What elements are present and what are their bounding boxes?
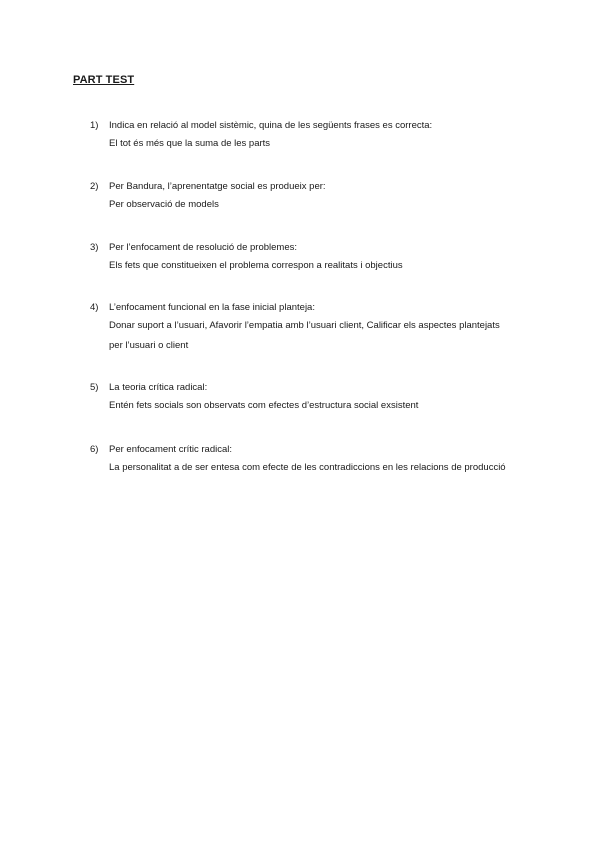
answer-line: Donar suport a l’usuari, Afavorir l’empatia amb l’usuari client, Calificar els aspectes plantejats — [109, 320, 500, 331]
answer-line: per l’usuari o client — [109, 340, 189, 351]
question-text: Indica en relació al model sistèmic, quina de les següents frases es correcta: — [109, 120, 433, 131]
answer-text — [109, 256, 549, 276]
answer-line: Els fets que constitueixen el problema correspon a realitats i objectius — [109, 260, 403, 271]
question-number: 1) — [90, 120, 99, 131]
document-title: PART TEST — [73, 74, 135, 86]
question-number: 4) — [90, 302, 99, 313]
answer-text — [109, 458, 549, 478]
answer-text — [109, 396, 549, 416]
answer-text — [109, 134, 549, 154]
question-number: 2) — [90, 181, 99, 192]
question-text: Per Bandura, l’aprenentatge social es produeix per: — [109, 181, 326, 192]
answer-line: El tot és més que la suma de les parts — [109, 138, 271, 149]
answer-text — [109, 195, 549, 215]
answer-line: Per observació de models — [109, 199, 219, 210]
question-text: L’enfocament funcional en la fase inicial planteja: — [109, 302, 315, 313]
answer-line: Entén fets socials son observats com efectes d’estructura social exsistent — [109, 400, 419, 411]
question-number: 6) — [90, 444, 99, 455]
question-text: La teoria crítica radical: — [109, 382, 208, 393]
question-text: Per l’enfocament de resolució de problemes: — [109, 242, 297, 253]
answer-line: La personalitat a de ser entesa com efecte de les contradiccions en les relacions de producció — [109, 462, 506, 473]
question-text: Per enfocament crític radical: — [109, 444, 233, 455]
question-number: 5) — [90, 382, 99, 393]
answer-text — [109, 316, 549, 356]
question-number: 3) — [90, 242, 99, 253]
